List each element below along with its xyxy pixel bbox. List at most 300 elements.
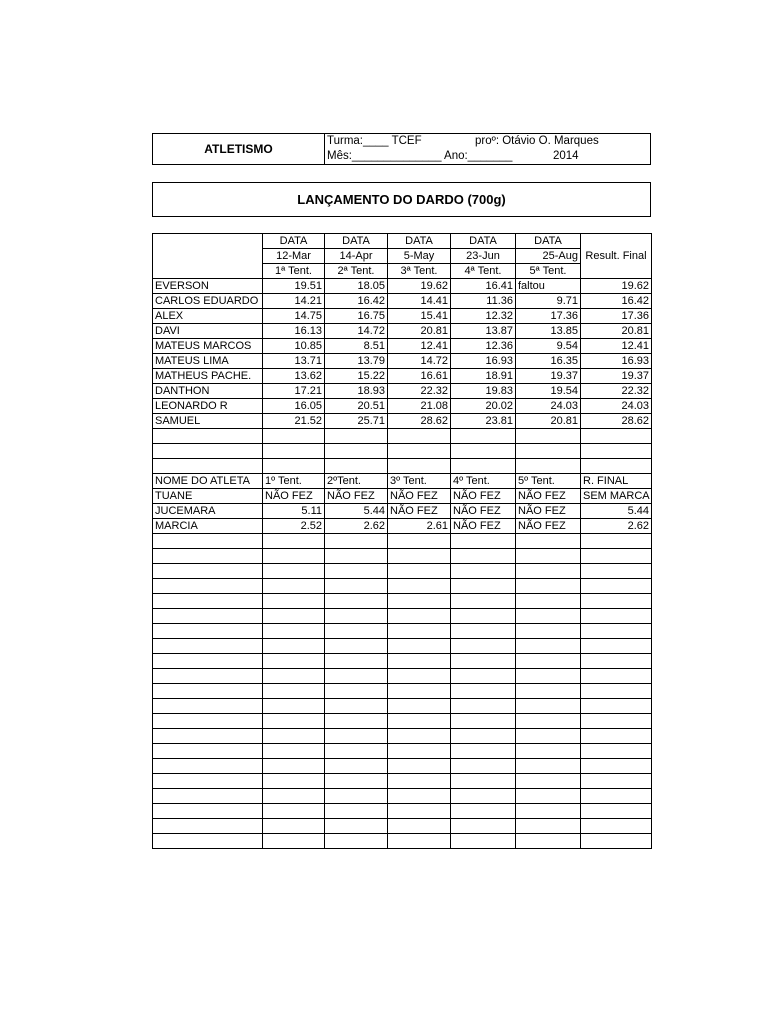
empty-cell — [388, 789, 451, 804]
empty-cell — [325, 534, 388, 549]
empty-cell — [153, 759, 263, 774]
attempt-label: 2ª Tent. — [325, 264, 388, 279]
empty-cell — [325, 774, 388, 789]
athlete-name: CARLOS EDUARDO — [153, 294, 263, 309]
empty-cell — [263, 774, 325, 789]
attempt-value: 20.81 — [388, 324, 451, 339]
empty-cell — [516, 609, 581, 624]
attempt-label: 1ª Tent. — [263, 264, 325, 279]
empty-cell — [451, 594, 516, 609]
empty-cell — [263, 564, 325, 579]
empty-cell — [451, 774, 516, 789]
empty-cell — [451, 804, 516, 819]
empty-cell — [516, 834, 581, 849]
attempt-value: 18.93 — [325, 384, 388, 399]
column-header: 2ºTent. — [325, 474, 388, 489]
result-final-header: Result. Final — [581, 234, 652, 279]
attempt-value: 14.75 — [263, 309, 325, 324]
final-result: 17.36 — [581, 309, 652, 324]
attempt-value: 21.52 — [263, 414, 325, 429]
table-row — [153, 519, 652, 534]
empty-cell — [388, 669, 451, 684]
empty-cell — [153, 549, 263, 564]
table-row — [153, 489, 652, 504]
blank-row — [153, 534, 652, 549]
empty-cell — [451, 789, 516, 804]
athlete-name: MARCIA — [153, 519, 263, 534]
header-box — [152, 133, 651, 165]
empty-cell — [263, 834, 325, 849]
athlete-name: MATEUS MARCOS — [153, 339, 263, 354]
attempt-value: 13.85 — [516, 324, 581, 339]
empty-cell — [153, 804, 263, 819]
table-row — [153, 414, 652, 429]
empty-cell — [581, 549, 652, 564]
blank-row — [153, 684, 652, 699]
athlete-name: ALEX — [153, 309, 263, 324]
empty-cell — [451, 429, 516, 444]
attempt-value: 11.36 — [451, 294, 516, 309]
final-result: 19.37 — [581, 369, 652, 384]
empty-cell — [153, 564, 263, 579]
attempt-value: 2.62 — [325, 519, 388, 534]
attempt-value: 13.79 — [325, 354, 388, 369]
column-header: 4º Tent. — [451, 474, 516, 489]
empty-cell — [153, 744, 263, 759]
table-row — [153, 354, 652, 369]
empty-cell — [451, 579, 516, 594]
empty-cell — [516, 654, 581, 669]
attempt-label: 5ª Tent. — [516, 264, 581, 279]
empty-cell — [153, 609, 263, 624]
empty-cell — [581, 444, 652, 459]
empty-cell — [153, 444, 263, 459]
blank-row — [153, 624, 652, 639]
empty-cell — [451, 549, 516, 564]
empty-cell — [516, 684, 581, 699]
empty-cell — [581, 564, 652, 579]
attempt-value: 21.08 — [388, 399, 451, 414]
empty-cell — [516, 759, 581, 774]
empty-cell — [581, 744, 652, 759]
empty-cell — [325, 579, 388, 594]
empty-cell — [581, 804, 652, 819]
empty-cell — [516, 564, 581, 579]
attempt-value: 15.41 — [388, 309, 451, 324]
empty-cell — [516, 789, 581, 804]
table-row — [153, 369, 652, 384]
empty-cell — [153, 684, 263, 699]
sport-title: ATLETISMO — [153, 134, 325, 164]
empty-cell — [263, 654, 325, 669]
empty-cell — [153, 594, 263, 609]
attempt-value: 18.91 — [451, 369, 516, 384]
empty-cell — [516, 804, 581, 819]
blank-row — [153, 759, 652, 774]
empty-cell — [581, 609, 652, 624]
empty-cell — [325, 729, 388, 744]
empty-cell — [263, 699, 325, 714]
attempt-value: 2.52 — [263, 519, 325, 534]
attempt-value: faltou — [516, 279, 581, 294]
empty-cell — [263, 714, 325, 729]
empty-cell — [516, 819, 581, 834]
empty-cell — [153, 774, 263, 789]
final-result: 22.32 — [581, 384, 652, 399]
table-row — [153, 324, 652, 339]
empty-cell — [388, 819, 451, 834]
empty-cell — [153, 264, 263, 279]
empty-cell — [388, 654, 451, 669]
empty-cell — [263, 429, 325, 444]
header-row-dates — [153, 249, 652, 264]
empty-cell — [388, 534, 451, 549]
table-row — [153, 339, 652, 354]
empty-cell — [325, 669, 388, 684]
attempt-value: 22.32 — [388, 384, 451, 399]
attempt-value: 9.54 — [516, 339, 581, 354]
attempt-value: 23.81 — [451, 414, 516, 429]
empty-cell — [263, 759, 325, 774]
athlete-name: LEONARDO R — [153, 399, 263, 414]
empty-cell — [581, 459, 652, 474]
empty-cell — [581, 714, 652, 729]
professor-label: proº: Otávio O. Marques — [475, 135, 599, 147]
empty-cell — [388, 624, 451, 639]
blank-row — [153, 594, 652, 609]
athlete-name: TUANE — [153, 489, 263, 504]
empty-cell — [153, 234, 263, 249]
attempt-value: 15.22 — [325, 369, 388, 384]
athlete-name: JUCEMARA — [153, 504, 263, 519]
empty-cell — [451, 654, 516, 669]
empty-cell — [581, 834, 652, 849]
empty-cell — [325, 564, 388, 579]
empty-cell — [263, 594, 325, 609]
empty-cell — [263, 669, 325, 684]
empty-cell — [451, 699, 516, 714]
empty-cell — [581, 684, 652, 699]
empty-cell — [581, 789, 652, 804]
attempt-value: 2.61 — [388, 519, 451, 534]
empty-cell — [451, 534, 516, 549]
empty-cell — [581, 774, 652, 789]
attempt-value: 20.51 — [325, 399, 388, 414]
empty-cell — [581, 579, 652, 594]
empty-cell — [325, 609, 388, 624]
blank-row — [153, 819, 652, 834]
empty-cell — [153, 579, 263, 594]
empty-cell — [581, 699, 652, 714]
attempt-value: 16.13 — [263, 324, 325, 339]
final-result: 16.42 — [581, 294, 652, 309]
empty-cell — [325, 789, 388, 804]
empty-cell — [388, 699, 451, 714]
attempt-value: NÃO FEZ — [451, 504, 516, 519]
table-row — [153, 384, 652, 399]
empty-cell — [153, 249, 263, 264]
empty-cell — [451, 639, 516, 654]
attempt-value: 5.11 — [263, 504, 325, 519]
class-info — [325, 134, 650, 164]
attempt-value: 18.05 — [325, 279, 388, 294]
empty-cell — [388, 579, 451, 594]
blank-row — [153, 564, 652, 579]
blank-row — [153, 429, 652, 444]
attempt-value: NÃO FEZ — [388, 489, 451, 504]
blank-row — [153, 789, 652, 804]
empty-cell — [451, 714, 516, 729]
attempt-value: 19.54 — [516, 384, 581, 399]
blank-row — [153, 579, 652, 594]
empty-cell — [516, 669, 581, 684]
empty-cell — [263, 579, 325, 594]
empty-cell — [153, 459, 263, 474]
final-result: 24.03 — [581, 399, 652, 414]
empty-cell — [451, 834, 516, 849]
blank-row — [153, 609, 652, 624]
empty-cell — [516, 459, 581, 474]
empty-cell — [516, 624, 581, 639]
empty-cell — [516, 549, 581, 564]
empty-cell — [263, 459, 325, 474]
empty-cell — [325, 744, 388, 759]
column-header: 1º Tent. — [263, 474, 325, 489]
empty-cell — [581, 624, 652, 639]
empty-cell — [263, 729, 325, 744]
empty-cell — [263, 684, 325, 699]
empty-cell — [263, 624, 325, 639]
empty-cell — [451, 564, 516, 579]
attempt-value: 19.62 — [388, 279, 451, 294]
empty-cell — [451, 729, 516, 744]
athlete-name: MATEUS LIMA — [153, 354, 263, 369]
attempt-date: 5-May — [388, 249, 451, 264]
empty-cell — [263, 819, 325, 834]
empty-cell — [153, 639, 263, 654]
attempt-date: 25-Aug — [516, 249, 581, 264]
empty-cell — [153, 834, 263, 849]
empty-cell — [581, 819, 652, 834]
attempt-value: 14.72 — [388, 354, 451, 369]
empty-cell — [451, 444, 516, 459]
empty-cell — [516, 774, 581, 789]
blank-row — [153, 699, 652, 714]
empty-cell — [516, 744, 581, 759]
athlete-name: MATHEUS PACHE. — [153, 369, 263, 384]
empty-cell — [153, 729, 263, 744]
blank-row — [153, 444, 652, 459]
attempt-value: 16.42 — [325, 294, 388, 309]
attempt-value: 19.37 — [516, 369, 581, 384]
final-result: SEM MARCA — [581, 489, 652, 504]
blank-row — [153, 714, 652, 729]
final-result: 2.62 — [581, 519, 652, 534]
table-row — [153, 399, 652, 414]
empty-cell — [325, 699, 388, 714]
empty-cell — [325, 594, 388, 609]
empty-cell — [388, 684, 451, 699]
attempt-value: 5.44 — [325, 504, 388, 519]
turma-label: Turma:____ TCEF — [327, 135, 422, 147]
empty-cell — [263, 609, 325, 624]
blank-row — [153, 549, 652, 564]
empty-cell — [325, 549, 388, 564]
attempt-date: 14-Apr — [325, 249, 388, 264]
attempt-value: 13.62 — [263, 369, 325, 384]
empty-cell — [581, 654, 652, 669]
empty-cell — [263, 534, 325, 549]
blank-row — [153, 654, 652, 669]
attempt-value: 16.05 — [263, 399, 325, 414]
empty-cell — [325, 834, 388, 849]
header-row-data — [153, 234, 652, 249]
column-header: 3º Tent. — [388, 474, 451, 489]
attempt-label: 4ª Tent. — [451, 264, 516, 279]
empty-cell — [325, 804, 388, 819]
attempt-value: 16.41 — [451, 279, 516, 294]
final-result: 28.62 — [581, 414, 652, 429]
column-header: NOME DO ATLETA — [153, 474, 263, 489]
blank-row — [153, 639, 652, 654]
attempt-value: 8.51 — [325, 339, 388, 354]
empty-cell — [516, 699, 581, 714]
attempt-value: NÃO FEZ — [263, 489, 325, 504]
attempt-date: 23-Jun — [451, 249, 516, 264]
empty-cell — [388, 444, 451, 459]
empty-cell — [581, 534, 652, 549]
attempt-value: 12.36 — [451, 339, 516, 354]
empty-cell — [263, 804, 325, 819]
attempt-date: 12-Mar — [263, 249, 325, 264]
empty-cell — [325, 639, 388, 654]
attempt-value: 19.83 — [451, 384, 516, 399]
empty-cell — [451, 744, 516, 759]
empty-cell — [388, 549, 451, 564]
empty-cell — [388, 729, 451, 744]
final-result: 5.44 — [581, 504, 652, 519]
attempt-value: NÃO FEZ — [516, 519, 581, 534]
table-row — [153, 309, 652, 324]
data-label: DATA — [388, 234, 451, 249]
attempt-value: 9.71 — [516, 294, 581, 309]
attempt-value: NÃO FEZ — [516, 489, 581, 504]
attempt-value: 25.71 — [325, 414, 388, 429]
data-label: DATA — [325, 234, 388, 249]
table-row — [153, 279, 652, 294]
attempt-label: 3ª Tent. — [388, 264, 451, 279]
attempt-value: 17.21 — [263, 384, 325, 399]
data-label: DATA — [263, 234, 325, 249]
empty-cell — [388, 639, 451, 654]
final-result: 20.81 — [581, 324, 652, 339]
empty-cell — [153, 789, 263, 804]
empty-cell — [388, 564, 451, 579]
empty-cell — [388, 744, 451, 759]
final-result: 12.41 — [581, 339, 652, 354]
empty-cell — [581, 429, 652, 444]
empty-cell — [451, 624, 516, 639]
empty-cell — [516, 729, 581, 744]
empty-cell — [388, 594, 451, 609]
athlete-name: DANTHON — [153, 384, 263, 399]
empty-cell — [263, 789, 325, 804]
empty-cell — [263, 639, 325, 654]
empty-cell — [581, 639, 652, 654]
empty-cell — [516, 534, 581, 549]
empty-cell — [388, 834, 451, 849]
year-value: 2014 — [553, 150, 579, 162]
athlete-name: SAMUEL — [153, 414, 263, 429]
attempt-value: 13.71 — [263, 354, 325, 369]
empty-cell — [451, 759, 516, 774]
attempt-value: 16.93 — [451, 354, 516, 369]
empty-cell — [516, 444, 581, 459]
empty-cell — [516, 714, 581, 729]
empty-cell — [325, 714, 388, 729]
attempt-value: NÃO FEZ — [516, 504, 581, 519]
attempt-value: 17.36 — [516, 309, 581, 324]
attempt-value: 24.03 — [516, 399, 581, 414]
header-row-tents — [153, 264, 652, 279]
empty-cell — [153, 624, 263, 639]
empty-cell — [581, 594, 652, 609]
empty-cell — [388, 429, 451, 444]
table-row — [153, 504, 652, 519]
attempt-value: NÃO FEZ — [325, 489, 388, 504]
empty-cell — [325, 654, 388, 669]
empty-cell — [263, 444, 325, 459]
attempt-value: 14.72 — [325, 324, 388, 339]
empty-cell — [581, 729, 652, 744]
empty-cell — [325, 624, 388, 639]
empty-cell — [153, 819, 263, 834]
empty-cell — [516, 594, 581, 609]
blank-row — [153, 459, 652, 474]
empty-cell — [388, 609, 451, 624]
attempt-value: NÃO FEZ — [451, 489, 516, 504]
attempt-value: 28.62 — [388, 414, 451, 429]
empty-cell — [451, 669, 516, 684]
attempt-value: 19.51 — [263, 279, 325, 294]
empty-cell — [451, 609, 516, 624]
attempt-value: 14.21 — [263, 294, 325, 309]
female-header-row — [153, 474, 652, 489]
empty-cell — [153, 534, 263, 549]
table-row — [153, 294, 652, 309]
empty-cell — [153, 699, 263, 714]
empty-cell — [388, 459, 451, 474]
empty-cell — [325, 429, 388, 444]
attempt-value: 20.81 — [516, 414, 581, 429]
empty-cell — [325, 759, 388, 774]
event-title: LANÇAMENTO DO DARDO (700g) — [152, 182, 651, 217]
empty-cell — [451, 459, 516, 474]
blank-row — [153, 774, 652, 789]
empty-cell — [388, 804, 451, 819]
attempt-value: 16.35 — [516, 354, 581, 369]
blank-row — [153, 669, 652, 684]
attempt-value: 20.02 — [451, 399, 516, 414]
empty-cell — [325, 444, 388, 459]
empty-cell — [325, 684, 388, 699]
empty-cell — [263, 744, 325, 759]
empty-cell — [325, 819, 388, 834]
blank-row — [153, 834, 652, 849]
attempt-value: 12.32 — [451, 309, 516, 324]
empty-cell — [388, 774, 451, 789]
empty-cell — [153, 429, 263, 444]
